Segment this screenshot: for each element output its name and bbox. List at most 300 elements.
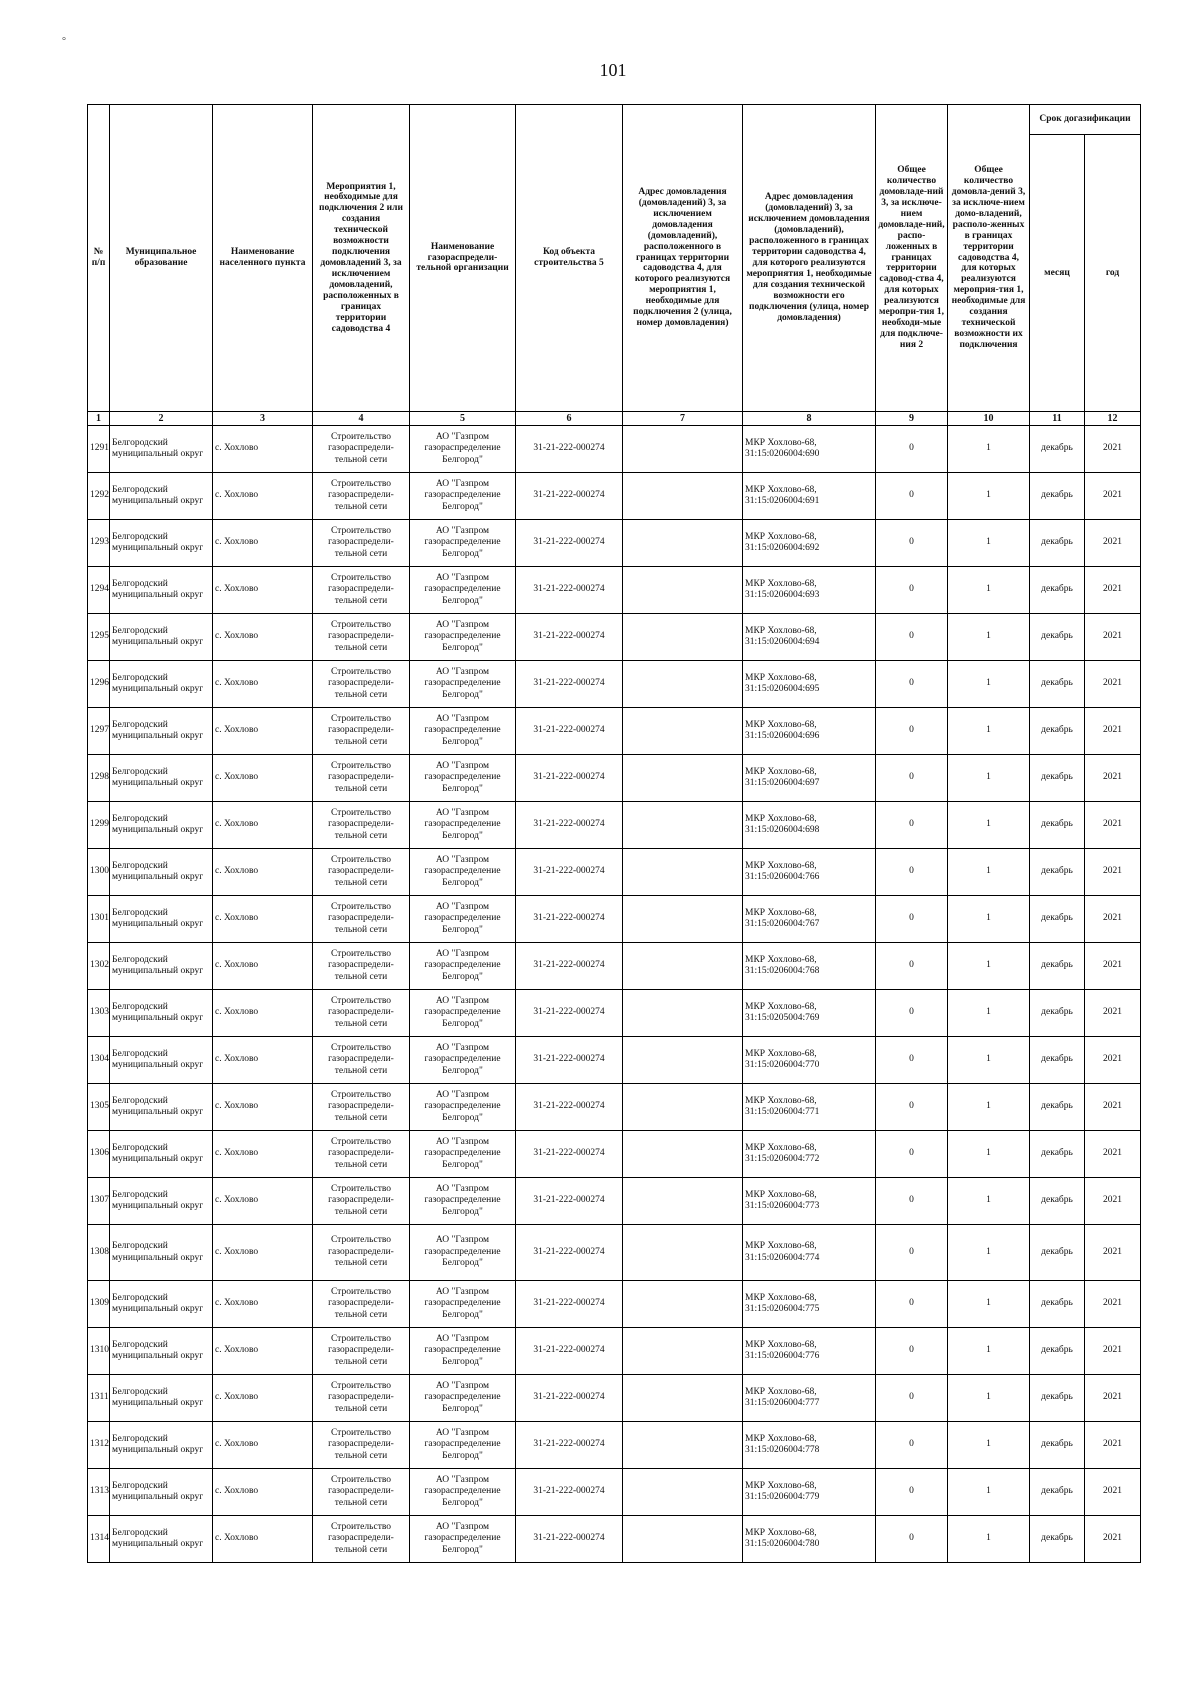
locality-cell: с. Хохлово [213, 661, 313, 708]
municipality-cell: Белгородский муниципальный округ [110, 520, 213, 567]
month-cell: декабрь [1030, 473, 1085, 520]
locality-cell: с. Хохлово [213, 1422, 313, 1469]
count-connection-cell: 0 [876, 990, 948, 1037]
organization-cell: АО "Газпром газораспределение Белгород" [410, 943, 516, 990]
object-code-cell: 31-21-222-000274 [516, 943, 623, 990]
count-connection-cell: 0 [876, 943, 948, 990]
count-connection-cell: 0 [876, 1422, 948, 1469]
registry-table [87, 104, 1141, 1563]
locality-cell: с. Хохлово [213, 755, 313, 802]
row-number: 1308 [88, 1225, 110, 1281]
address-connection-cell [623, 755, 743, 802]
row-number: 1301 [88, 896, 110, 943]
count-technical-cell: 1 [948, 755, 1030, 802]
year-cell: 2021 [1085, 567, 1141, 614]
count-technical-cell: 1 [948, 1178, 1030, 1225]
row-number: 1296 [88, 661, 110, 708]
address-technical-cell: МКР Хохлово-68, 31:15:0206004:779 [743, 1469, 876, 1516]
object-code-cell: 31-21-222-000274 [516, 896, 623, 943]
organization-cell: АО "Газпром газораспределение Белгород" [410, 802, 516, 849]
month-cell: декабрь [1030, 943, 1085, 990]
column-number: 5 [410, 412, 516, 426]
municipality-cell: Белгородский муниципальный округ [110, 1422, 213, 1469]
header-month: месяц [1030, 135, 1085, 412]
address-connection-cell [623, 1375, 743, 1422]
row-number: 1307 [88, 1178, 110, 1225]
activity-cell: Строительство газораспредели-тельной сети [313, 943, 410, 990]
table-row [88, 1422, 1141, 1469]
header-year: год [1085, 135, 1141, 412]
object-code-cell: 31-21-222-000274 [516, 1422, 623, 1469]
locality-cell: с. Хохлово [213, 849, 313, 896]
month-cell: декабрь [1030, 1422, 1085, 1469]
municipality-cell: Белгородский муниципальный округ [110, 1469, 213, 1516]
organization-cell: АО "Газпром газораспределение Белгород" [410, 614, 516, 661]
address-connection-cell [623, 1225, 743, 1281]
municipality-cell: Белгородский муниципальный округ [110, 1084, 213, 1131]
column-number: 2 [110, 412, 213, 426]
count-technical-cell: 1 [948, 473, 1030, 520]
locality-cell: с. Хохлово [213, 1281, 313, 1328]
header-municipality: Муниципальное образование [110, 105, 213, 412]
column-number: 4 [313, 412, 410, 426]
year-cell: 2021 [1085, 1225, 1141, 1281]
year-cell: 2021 [1085, 1131, 1141, 1178]
municipality-cell: Белгородский муниципальный округ [110, 1328, 213, 1375]
object-code-cell: 31-21-222-000274 [516, 1084, 623, 1131]
object-code-cell: 31-21-222-000274 [516, 849, 623, 896]
month-cell: декабрь [1030, 1375, 1085, 1422]
count-connection-cell: 0 [876, 1281, 948, 1328]
count-connection-cell: 0 [876, 755, 948, 802]
row-number: 1291 [88, 426, 110, 473]
table-row [88, 1225, 1141, 1281]
row-number: 1305 [88, 1084, 110, 1131]
count-technical-cell: 1 [948, 1225, 1030, 1281]
municipality-cell: Белгородский муниципальный округ [110, 614, 213, 661]
table-row [88, 1037, 1141, 1084]
year-cell: 2021 [1085, 1328, 1141, 1375]
column-number: 10 [948, 412, 1030, 426]
activity-cell: Строительство газораспредели-тельной сети [313, 567, 410, 614]
organization-cell: АО "Газпром газораспределение Белгород" [410, 520, 516, 567]
table-row [88, 708, 1141, 755]
count-technical-cell: 1 [948, 520, 1030, 567]
object-code-cell: 31-21-222-000274 [516, 426, 623, 473]
year-cell: 2021 [1085, 755, 1141, 802]
activity-cell: Строительство газораспредели-тельной сети [313, 755, 410, 802]
count-connection-cell: 0 [876, 614, 948, 661]
organization-cell: АО "Газпром газораспределение Белгород" [410, 1178, 516, 1225]
municipality-cell: Белгородский муниципальный округ [110, 943, 213, 990]
activity-cell: Строительство газораспредели-тельной сети [313, 1084, 410, 1131]
count-technical-cell: 1 [948, 896, 1030, 943]
year-cell: 2021 [1085, 1516, 1141, 1563]
header-gasification-deadline: Срок догазификации [1030, 105, 1141, 135]
row-number: 1303 [88, 990, 110, 1037]
municipality-cell: Белгородский муниципальный округ [110, 802, 213, 849]
address-technical-cell: МКР Хохлово-68, 31:15:0206004:777 [743, 1375, 876, 1422]
year-cell: 2021 [1085, 473, 1141, 520]
organization-cell: АО "Газпром газораспределение Белгород" [410, 1328, 516, 1375]
address-technical-cell: МКР Хохлово-68, 31:15:0206004:691 [743, 473, 876, 520]
locality-cell: с. Хохлово [213, 426, 313, 473]
count-connection-cell: 0 [876, 473, 948, 520]
page-number: 101 [599, 60, 627, 80]
organization-cell: АО "Газпром газораспределение Белгород" [410, 896, 516, 943]
object-code-cell: 31-21-222-000274 [516, 661, 623, 708]
municipality-cell: Белгородский муниципальный округ [110, 1375, 213, 1422]
activity-cell: Строительство газораспредели-тельной сети [313, 1422, 410, 1469]
organization-cell: АО "Газпром газораспределение Белгород" [410, 1375, 516, 1422]
locality-cell: с. Хохлово [213, 896, 313, 943]
month-cell: декабрь [1030, 426, 1085, 473]
header-locality: Наименование населенного пункта [213, 105, 313, 412]
address-connection-cell [623, 614, 743, 661]
count-technical-cell: 1 [948, 614, 1030, 661]
row-number: 1299 [88, 802, 110, 849]
table-row [88, 567, 1141, 614]
address-technical-cell: МКР Хохлово-68, 31:15:0205004:769 [743, 990, 876, 1037]
count-technical-cell: 1 [948, 1037, 1030, 1084]
count-connection-cell: 0 [876, 520, 948, 567]
column-number: 12 [1085, 412, 1141, 426]
column-number: 7 [623, 412, 743, 426]
column-numbers-row [88, 412, 1141, 426]
address-technical-cell: МКР Хохлово-68, 31:15:0206004:770 [743, 1037, 876, 1084]
object-code-cell: 31-21-222-000274 [516, 990, 623, 1037]
organization-cell: АО "Газпром газораспределение Белгород" [410, 1281, 516, 1328]
address-technical-cell: МКР Хохлово-68, 31:15:0206004:780 [743, 1516, 876, 1563]
table-row [88, 473, 1141, 520]
object-code-cell: 31-21-222-000274 [516, 1281, 623, 1328]
year-cell: 2021 [1085, 1037, 1141, 1084]
table-row [88, 520, 1141, 567]
count-technical-cell: 1 [948, 802, 1030, 849]
scan-mark: ° [62, 36, 66, 47]
header-address-connection: Адрес домовладения (домовладений) 3, за исключением домовладения (домовладений), расположенного в границах территории садоводства 4, для которого реализуются мероприятия 1, необходимые для подключения 2 (улица, номер домовладения) [623, 105, 743, 412]
column-number: 8 [743, 412, 876, 426]
header-count-technical: Общее количество домовла-дений 3, за исключе-нием домо-владений, располо-женных в границах территории садоводства 4, для которых реализуются мероприя-тия 1, необходимые для создания технической возможности их подключения [948, 105, 1030, 412]
municipality-cell: Белгородский муниципальный округ [110, 473, 213, 520]
count-technical-cell: 1 [948, 1131, 1030, 1178]
locality-cell: с. Хохлово [213, 990, 313, 1037]
row-number: 1295 [88, 614, 110, 661]
count-technical-cell: 1 [948, 661, 1030, 708]
count-technical-cell: 1 [948, 1281, 1030, 1328]
address-technical-cell: МКР Хохлово-68, 31:15:0206004:767 [743, 896, 876, 943]
table-row [88, 990, 1141, 1037]
organization-cell: АО "Газпром газораспределение Белгород" [410, 473, 516, 520]
address-technical-cell: МКР Хохлово-68, 31:15:0206004:696 [743, 708, 876, 755]
count-connection-cell: 0 [876, 802, 948, 849]
address-connection-cell [623, 1037, 743, 1084]
municipality-cell: Белгородский муниципальный округ [110, 1037, 213, 1084]
count-connection-cell: 0 [876, 708, 948, 755]
locality-cell: с. Хохлово [213, 614, 313, 661]
year-cell: 2021 [1085, 1469, 1141, 1516]
organization-cell: АО "Газпром газораспределение Белгород" [410, 708, 516, 755]
header-count-connection: Общее количество домовладе-ний 3, за исключе-нием домовладе-ний, распо-ложенных в границах территории садовод-ства 4, для которых реализуются меропри-тия 1, необходи-мые для подключе-ния 2 [876, 105, 948, 412]
municipality-cell: Белгородский муниципальный округ [110, 661, 213, 708]
count-connection-cell: 0 [876, 1084, 948, 1131]
activity-cell: Строительство газораспредели-тельной сети [313, 708, 410, 755]
count-technical-cell: 1 [948, 1516, 1030, 1563]
table-row [88, 1281, 1141, 1328]
object-code-cell: 31-21-222-000274 [516, 567, 623, 614]
address-connection-cell [623, 708, 743, 755]
address-connection-cell [623, 1422, 743, 1469]
locality-cell: с. Хохлово [213, 1469, 313, 1516]
count-connection-cell: 0 [876, 1178, 948, 1225]
count-technical-cell: 1 [948, 1328, 1030, 1375]
year-cell: 2021 [1085, 1422, 1141, 1469]
locality-cell: с. Хохлово [213, 567, 313, 614]
municipality-cell: Белгородский муниципальный округ [110, 1225, 213, 1281]
column-number: 3 [213, 412, 313, 426]
address-technical-cell: МКР Хохлово-68, 31:15:0206004:775 [743, 1281, 876, 1328]
organization-cell: АО "Газпром газораспределение Белгород" [410, 1469, 516, 1516]
count-connection-cell: 0 [876, 1469, 948, 1516]
row-number: 1294 [88, 567, 110, 614]
year-cell: 2021 [1085, 520, 1141, 567]
month-cell: декабрь [1030, 1281, 1085, 1328]
table-row [88, 943, 1141, 990]
organization-cell: АО "Газпром газораспределение Белгород" [410, 1516, 516, 1563]
year-cell: 2021 [1085, 990, 1141, 1037]
table-row [88, 849, 1141, 896]
table-row [88, 802, 1141, 849]
column-number: 11 [1030, 412, 1085, 426]
month-cell: декабрь [1030, 614, 1085, 661]
object-code-cell: 31-21-222-000274 [516, 1375, 623, 1422]
activity-cell: Строительство газораспредели-тельной сети [313, 1037, 410, 1084]
month-cell: декабрь [1030, 1328, 1085, 1375]
column-number: 6 [516, 412, 623, 426]
municipality-cell: Белгородский муниципальный округ [110, 1131, 213, 1178]
count-technical-cell: 1 [948, 849, 1030, 896]
address-technical-cell: МКР Хохлово-68, 31:15:0206004:773 [743, 1178, 876, 1225]
object-code-cell: 31-21-222-000274 [516, 520, 623, 567]
row-number: 1292 [88, 473, 110, 520]
activity-cell: Строительство газораспредели-тельной сети [313, 473, 410, 520]
organization-cell: АО "Газпром газораспределение Белгород" [410, 661, 516, 708]
address-connection-cell [623, 520, 743, 567]
year-cell: 2021 [1085, 661, 1141, 708]
header-organization: Наименование газораспредели-тельной организации [410, 105, 516, 412]
month-cell: декабрь [1030, 1516, 1085, 1563]
locality-cell: с. Хохлово [213, 473, 313, 520]
organization-cell: АО "Газпром газораспределение Белгород" [410, 1225, 516, 1281]
organization-cell: АО "Газпром газораспределение Белгород" [410, 849, 516, 896]
count-connection-cell: 0 [876, 896, 948, 943]
year-cell: 2021 [1085, 708, 1141, 755]
address-technical-cell: МКР Хохлово-68, 31:15:0206004:698 [743, 802, 876, 849]
count-technical-cell: 1 [948, 426, 1030, 473]
municipality-cell: Белгородский муниципальный округ [110, 1178, 213, 1225]
organization-cell: АО "Газпром газораспределение Белгород" [410, 1422, 516, 1469]
address-technical-cell: МКР Хохлово-68, 31:15:0206004:771 [743, 1084, 876, 1131]
column-number: 9 [876, 412, 948, 426]
row-number: 1298 [88, 755, 110, 802]
address-connection-cell [623, 802, 743, 849]
object-code-cell: 31-21-222-000274 [516, 802, 623, 849]
municipality-cell: Белгородский муниципальный округ [110, 1281, 213, 1328]
address-connection-cell [623, 1084, 743, 1131]
count-technical-cell: 1 [948, 1084, 1030, 1131]
address-connection-cell [623, 896, 743, 943]
municipality-cell: Белгородский муниципальный округ [110, 708, 213, 755]
object-code-cell: 31-21-222-000274 [516, 1469, 623, 1516]
object-code-cell: 31-21-222-000274 [516, 473, 623, 520]
locality-cell: с. Хохлово [213, 708, 313, 755]
activity-cell: Строительство газораспредели-тельной сети [313, 896, 410, 943]
address-technical-cell: МКР Хохлово-68, 31:15:0206004:692 [743, 520, 876, 567]
count-connection-cell: 0 [876, 1225, 948, 1281]
month-cell: декабрь [1030, 1178, 1085, 1225]
month-cell: декабрь [1030, 708, 1085, 755]
address-connection-cell [623, 1469, 743, 1516]
month-cell: декабрь [1030, 1469, 1085, 1516]
month-cell: декабрь [1030, 1131, 1085, 1178]
organization-cell: АО "Газпром газораспределение Белгород" [410, 755, 516, 802]
locality-cell: с. Хохлово [213, 943, 313, 990]
address-technical-cell: МКР Хохлово-68, 31:15:0206004:690 [743, 426, 876, 473]
row-number: 1300 [88, 849, 110, 896]
year-cell: 2021 [1085, 614, 1141, 661]
month-cell: декабрь [1030, 849, 1085, 896]
locality-cell: с. Хохлово [213, 802, 313, 849]
address-technical-cell: МКР Хохлово-68, 31:15:0206004:768 [743, 943, 876, 990]
address-technical-cell: МКР Хохлово-68, 31:15:0206004:776 [743, 1328, 876, 1375]
address-technical-cell: МКР Хохлово-68, 31:15:0206004:774 [743, 1225, 876, 1281]
table-row [88, 1469, 1141, 1516]
municipality-cell: Белгородский муниципальный округ [110, 755, 213, 802]
count-connection-cell: 0 [876, 1328, 948, 1375]
count-technical-cell: 1 [948, 990, 1030, 1037]
organization-cell: АО "Газпром газораспределение Белгород" [410, 1037, 516, 1084]
object-code-cell: 31-21-222-000274 [516, 1178, 623, 1225]
row-number: 1306 [88, 1131, 110, 1178]
address-technical-cell: МКР Хохлово-68, 31:15:0206004:695 [743, 661, 876, 708]
activity-cell: Строительство газораспредели-тельной сети [313, 1178, 410, 1225]
object-code-cell: 31-21-222-000274 [516, 755, 623, 802]
month-cell: декабрь [1030, 1225, 1085, 1281]
municipality-cell: Белгородский муниципальный округ [110, 1516, 213, 1563]
locality-cell: с. Хохлово [213, 1178, 313, 1225]
address-technical-cell: МКР Хохлово-68, 31:15:0206004:694 [743, 614, 876, 661]
month-cell: декабрь [1030, 1037, 1085, 1084]
table-row [88, 1328, 1141, 1375]
year-cell: 2021 [1085, 1281, 1141, 1328]
month-cell: декабрь [1030, 567, 1085, 614]
count-connection-cell: 0 [876, 426, 948, 473]
month-cell: декабрь [1030, 990, 1085, 1037]
address-technical-cell: МКР Хохлово-68, 31:15:0206004:772 [743, 1131, 876, 1178]
object-code-cell: 31-21-222-000274 [516, 614, 623, 661]
address-connection-cell [623, 1328, 743, 1375]
municipality-cell: Белгородский муниципальный округ [110, 990, 213, 1037]
address-technical-cell: МКР Хохлово-68, 31:15:0206004:697 [743, 755, 876, 802]
address-connection-cell [623, 943, 743, 990]
activity-cell: Строительство газораспредели-тельной сети [313, 1328, 410, 1375]
locality-cell: с. Хохлово [213, 1037, 313, 1084]
address-connection-cell [623, 1281, 743, 1328]
locality-cell: с. Хохлово [213, 520, 313, 567]
activity-cell: Строительство газораспредели-тельной сети [313, 661, 410, 708]
year-cell: 2021 [1085, 1084, 1141, 1131]
header-object-code: Код объекта строительства 5 [516, 105, 623, 412]
count-connection-cell: 0 [876, 1131, 948, 1178]
count-technical-cell: 1 [948, 1469, 1030, 1516]
activity-cell: Строительство газораспредели-тельной сети [313, 849, 410, 896]
activity-cell: Строительство газораспредели-тельной сети [313, 1516, 410, 1563]
organization-cell: АО "Газпром газораспределение Белгород" [410, 990, 516, 1037]
municipality-cell: Белгородский муниципальный округ [110, 896, 213, 943]
row-number: 1302 [88, 943, 110, 990]
object-code-cell: 31-21-222-000274 [516, 1516, 623, 1563]
municipality-cell: Белгородский муниципальный округ [110, 426, 213, 473]
row-number: 1297 [88, 708, 110, 755]
count-technical-cell: 1 [948, 708, 1030, 755]
column-number: 1 [88, 412, 110, 426]
locality-cell: с. Хохлово [213, 1084, 313, 1131]
year-cell: 2021 [1085, 896, 1141, 943]
table-row [88, 1375, 1141, 1422]
object-code-cell: 31-21-222-000274 [516, 1131, 623, 1178]
organization-cell: АО "Газпром газораспределение Белгород" [410, 426, 516, 473]
count-connection-cell: 0 [876, 1375, 948, 1422]
activity-cell: Строительство газораспредели-тельной сети [313, 1131, 410, 1178]
address-connection-cell [623, 1516, 743, 1563]
row-number: 1314 [88, 1516, 110, 1563]
row-number: 1310 [88, 1328, 110, 1375]
table-row [88, 661, 1141, 708]
activity-cell: Строительство газораспредели-тельной сети [313, 426, 410, 473]
table-row [88, 426, 1141, 473]
month-cell: декабрь [1030, 661, 1085, 708]
year-cell: 2021 [1085, 943, 1141, 990]
address-connection-cell [623, 426, 743, 473]
address-connection-cell [623, 661, 743, 708]
locality-cell: с. Хохлово [213, 1375, 313, 1422]
locality-cell: с. Хохлово [213, 1131, 313, 1178]
locality-cell: с. Хохлово [213, 1328, 313, 1375]
locality-cell: с. Хохлово [213, 1516, 313, 1563]
table-row [88, 755, 1141, 802]
activity-cell: Строительство газораспредели-тельной сети [313, 1225, 410, 1281]
header-address-technical: Адрес домовладения (домовладений) 3, за исключением домовладения (домовладений), расположенного в границах территории садоводства 4, для которого реализуются мероприятия 1, необходимые для создания технической возможности его подключения (улица, номер домовладения) [743, 105, 876, 412]
year-cell: 2021 [1085, 849, 1141, 896]
month-cell: декабрь [1030, 802, 1085, 849]
municipality-cell: Белгородский муниципальный округ [110, 567, 213, 614]
table-row [88, 1516, 1141, 1563]
address-connection-cell [623, 990, 743, 1037]
activity-cell: Строительство газораспредели-тельной сети [313, 802, 410, 849]
municipality-cell: Белгородский муниципальный округ [110, 849, 213, 896]
count-technical-cell: 1 [948, 1422, 1030, 1469]
row-number: 1312 [88, 1422, 110, 1469]
address-technical-cell: МКР Хохлово-68, 31:15:0206004:766 [743, 849, 876, 896]
object-code-cell: 31-21-222-000274 [516, 1328, 623, 1375]
address-connection-cell [623, 1131, 743, 1178]
table-row [88, 614, 1141, 661]
row-number: 1311 [88, 1375, 110, 1422]
activity-cell: Строительство газораспредели-тельной сети [313, 990, 410, 1037]
year-cell: 2021 [1085, 1375, 1141, 1422]
count-connection-cell: 0 [876, 567, 948, 614]
month-cell: декабрь [1030, 755, 1085, 802]
